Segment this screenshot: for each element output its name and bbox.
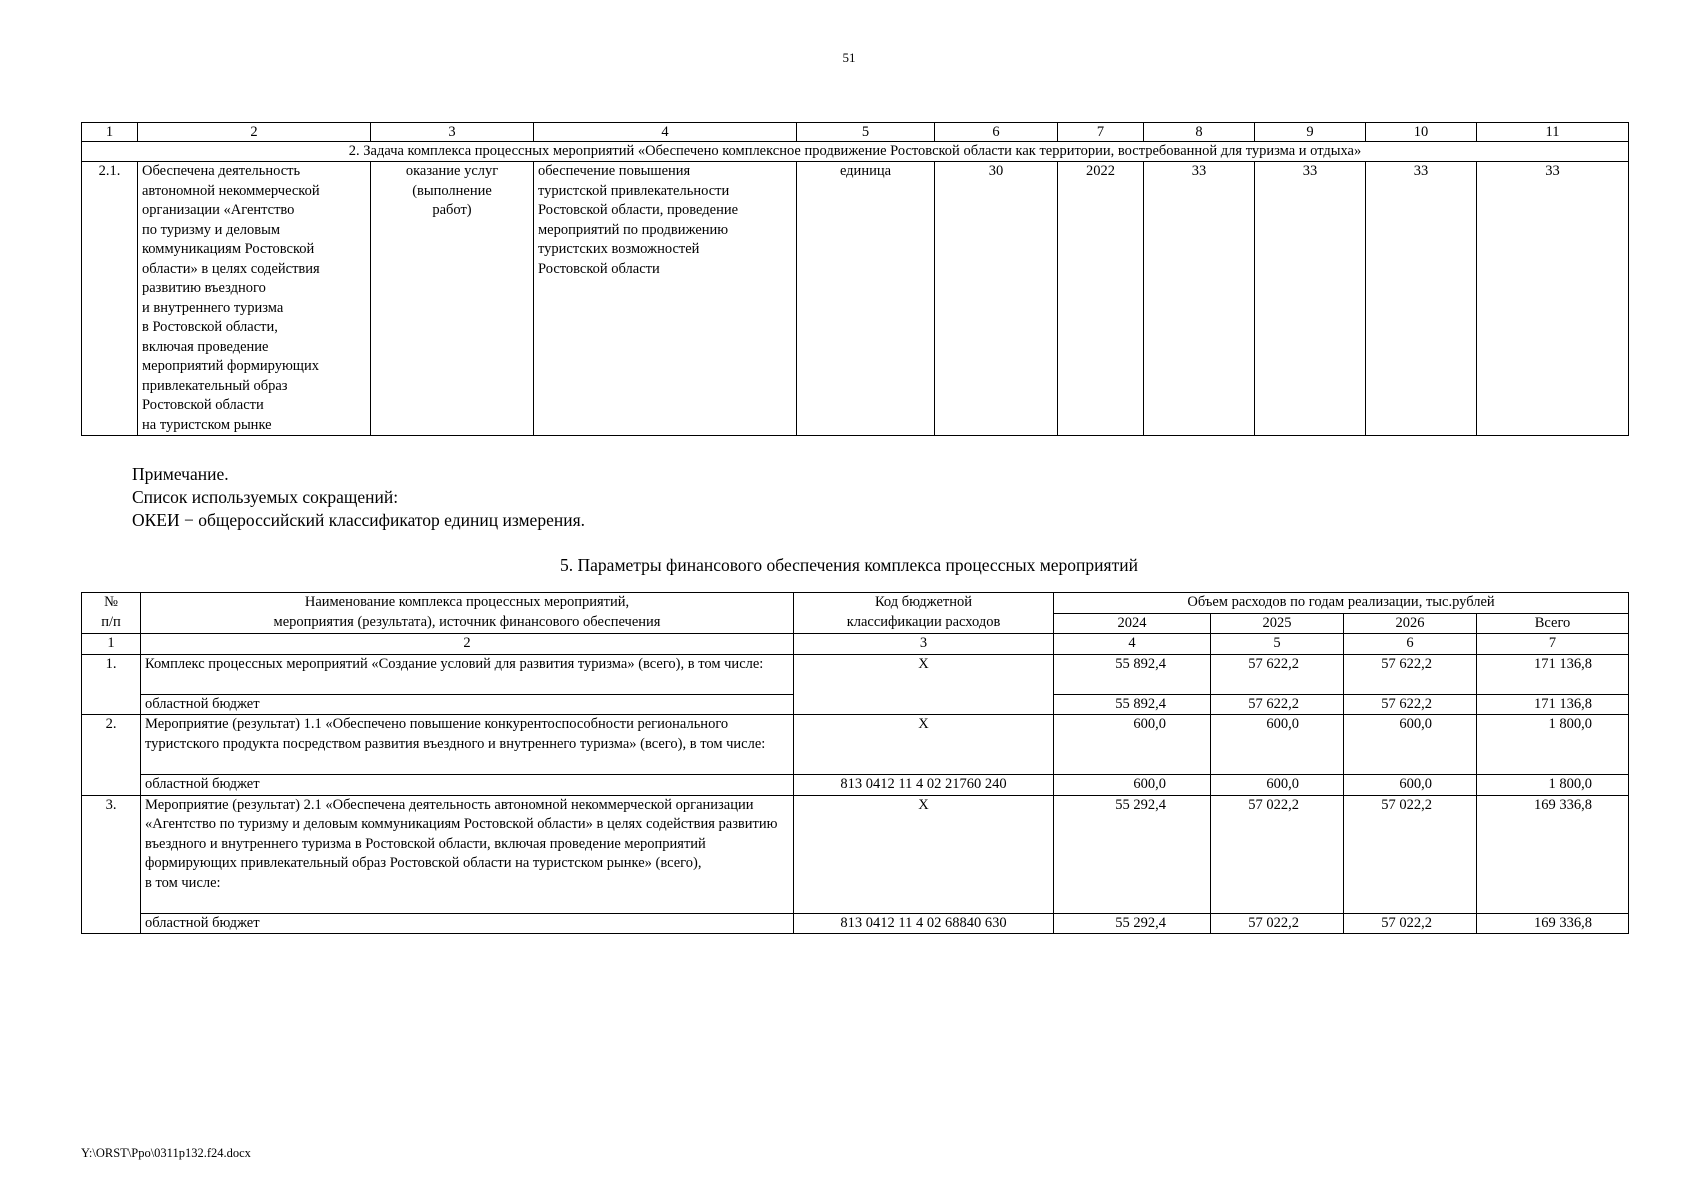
header-cell-code: Код бюджетной классификации расходов	[794, 593, 1054, 634]
row-value: 600,0	[1344, 715, 1477, 775]
row-value: 33	[1144, 162, 1255, 436]
file-path-footer: Y:\ORST\Ppo\0311p132.f24.docx	[81, 1146, 251, 1160]
column-number-cell: 3	[794, 634, 1054, 655]
note-title: Примечание.	[132, 464, 229, 484]
header-cell-year: 2025	[1211, 613, 1344, 634]
row-number: 1.	[82, 654, 141, 715]
row-type: оказание услуг (выполнение работ)	[371, 162, 534, 436]
header-cell-year: 2026	[1344, 613, 1477, 634]
header-cell: 3	[371, 123, 534, 142]
subrow-code: 813 0412 11 4 02 68840 630	[794, 913, 1054, 934]
row-description: обеспечение повышения туристской привлекательности Ростовской области, проведение мероприятий по продвижению туристских возможностей Ростовской области	[534, 162, 797, 436]
header-cell-year: 2024	[1054, 613, 1211, 634]
row-name: Комплекс процессных мероприятий «Создание условий для развития туризма» (всего), в том числе:	[141, 654, 794, 694]
row-name: Мероприятие (результат) 2.1 «Обеспечена деятельность автономной некоммерческой организации «Агентство по туризму и деловым коммуникациям Ростовской области» в целях содействия развитию въездного и внутреннего туризма в Ростовской области, включая проведение мероприятий формирующих привлекательный образ Ростовской области на туристском рынке» (всего), в том числе:	[141, 795, 794, 913]
row-code: X	[794, 715, 1054, 775]
row-number: 2.1.	[82, 162, 138, 436]
subrow-value: 600,0	[1054, 775, 1211, 796]
column-number-cell: 2	[141, 634, 794, 655]
table-subrow	[82, 775, 1629, 796]
column-number-cell: 4	[1054, 634, 1211, 655]
row-value: 57 022,2	[1344, 795, 1477, 913]
row-code: X	[794, 654, 1054, 715]
row-unit: единица	[797, 162, 935, 436]
row-total: 1 800,0	[1477, 715, 1629, 775]
header-cell: 7	[1058, 123, 1144, 142]
column-numbers-row	[82, 634, 1629, 655]
subrow-value: 57 622,2	[1211, 694, 1344, 715]
row-value: 57 622,2	[1344, 654, 1477, 694]
header-cell-volume: Объем расходов по годам реализации, тыс.рублей	[1054, 593, 1629, 614]
subrow-code: 813 0412 11 4 02 21760 240	[794, 775, 1054, 796]
header-cell-total: Всего	[1477, 613, 1629, 634]
table-header-row	[82, 123, 1629, 142]
row-name: Обеспечена деятельность автономной некоммерческой организации «Агентство по туризму и деловым коммуникациям Ростовской области» в целях содействия развитию въездного и внутреннего туризма в Ростовской области, включая проведение мероприятий формирующих привлекательный образ Ростовской области на туристском рынке	[138, 162, 371, 436]
header-cell: 2	[138, 123, 371, 142]
subrow-value: 57 622,2	[1344, 694, 1477, 715]
table-row	[82, 795, 1629, 913]
subrow-total: 169 336,8	[1477, 913, 1629, 934]
header-cell: 4	[534, 123, 797, 142]
table-row	[82, 162, 1629, 436]
header-cell-name: Наименование комплекса процессных мероприятий, мероприятия (результата), источник финансового обеспечения	[141, 593, 794, 634]
row-number: 3.	[82, 795, 141, 934]
table-subrow	[82, 913, 1629, 934]
section-title: 5. Параметры финансового обеспечения комплекса процессных мероприятий	[560, 555, 1138, 575]
subrow-total: 1 800,0	[1477, 775, 1629, 796]
subrow-source: областной бюджет	[141, 913, 794, 934]
row-value: 33	[1477, 162, 1629, 436]
row-value: 57 622,2	[1211, 654, 1344, 694]
subrow-source: областной бюджет	[141, 694, 794, 715]
subrow-value: 55 892,4	[1054, 694, 1211, 715]
row-value: 55 292,4	[1054, 795, 1211, 913]
subrow-value: 55 292,4	[1054, 913, 1211, 934]
row-value: 57 022,2	[1211, 795, 1344, 913]
header-cell: 9	[1255, 123, 1366, 142]
subrow-total: 171 136,8	[1477, 694, 1629, 715]
row-base-year: 2022	[1058, 162, 1144, 436]
header-cell-number: № п/п	[82, 593, 141, 634]
header-cell: 1	[82, 123, 138, 142]
header-cell: 5	[797, 123, 935, 142]
column-number-cell: 1	[82, 634, 141, 655]
task-row	[82, 142, 1629, 162]
note-abbreviations-label: Список используемых сокращений:	[132, 487, 399, 507]
row-value: 33	[1255, 162, 1366, 436]
table-row	[82, 715, 1629, 775]
row-number: 2.	[82, 715, 141, 796]
subrow-source: областной бюджет	[141, 775, 794, 796]
row-value: 600,0	[1211, 715, 1344, 775]
header-cell: 8	[1144, 123, 1255, 142]
financing-table	[81, 592, 1629, 934]
indicators-table	[81, 122, 1629, 436]
row-total: 169 336,8	[1477, 795, 1629, 913]
row-value: 33	[1366, 162, 1477, 436]
header-cell: 11	[1477, 123, 1629, 142]
column-number-cell: 5	[1211, 634, 1344, 655]
subrow-value: 57 022,2	[1344, 913, 1477, 934]
header-cell: 10	[1366, 123, 1477, 142]
row-value: 600,0	[1054, 715, 1211, 775]
note	[132, 463, 585, 532]
row-code: X	[794, 795, 1054, 913]
task-title: 2. Задача комплекса процессных мероприятий «Обеспечено комплексное продвижение Ростовской области как территории, востребованной для туризма и отдыха»	[82, 142, 1629, 162]
subrow-value: 600,0	[1344, 775, 1477, 796]
note-abbreviation-okei: ОКЕИ − общероссийский классификатор единиц измерения.	[132, 510, 586, 530]
table-row	[82, 654, 1629, 694]
page-number: 51	[842, 50, 856, 65]
column-number-cell: 7	[1477, 634, 1629, 655]
table-header-row	[82, 593, 1629, 614]
subrow-value: 600,0	[1211, 775, 1344, 796]
row-total: 171 136,8	[1477, 654, 1629, 694]
subrow-value: 57 022,2	[1211, 913, 1344, 934]
row-value: 55 892,4	[1054, 654, 1211, 694]
row-base-value: 30	[935, 162, 1058, 436]
row-name: Мероприятие (результат) 1.1 «Обеспечено повышение конкурентоспособности регионального туристского продукта посредством развития въездного и внутреннего туризма» (всего), в том числе:	[141, 715, 794, 775]
column-number-cell: 6	[1344, 634, 1477, 655]
header-cell: 6	[935, 123, 1058, 142]
